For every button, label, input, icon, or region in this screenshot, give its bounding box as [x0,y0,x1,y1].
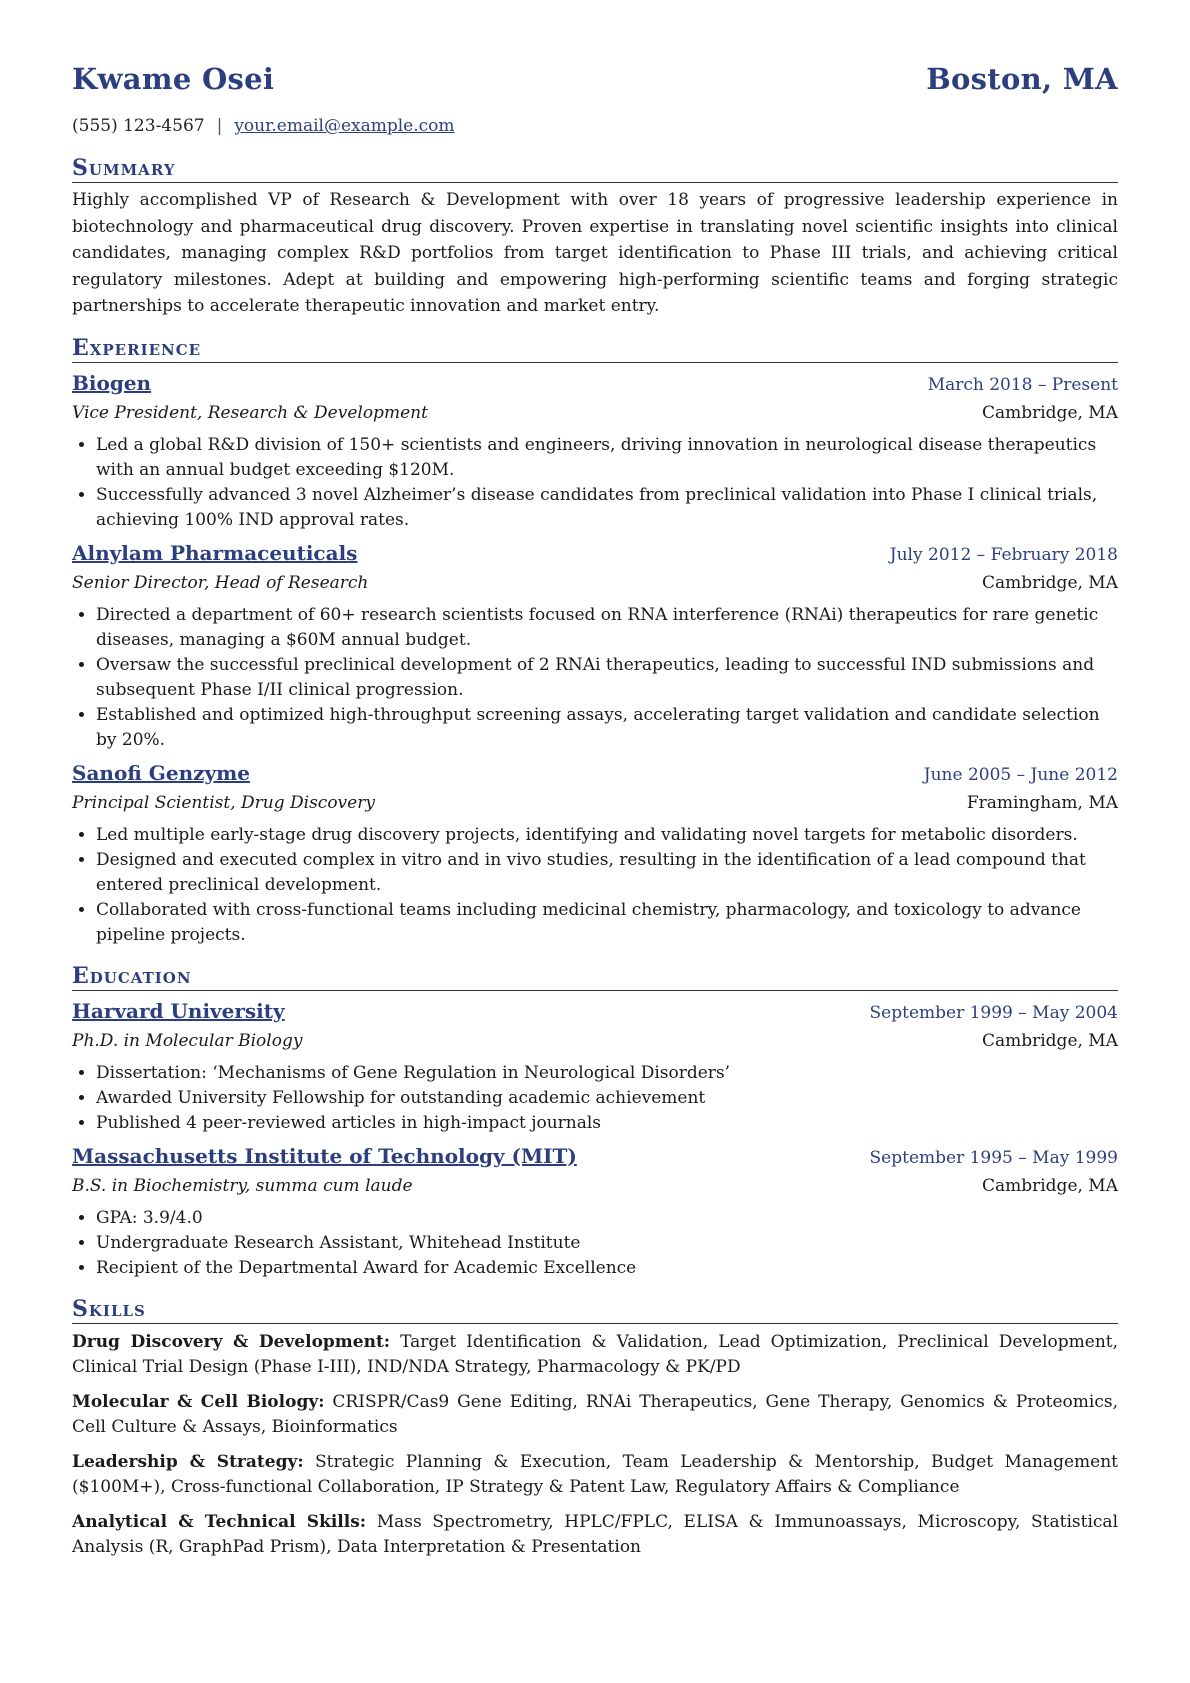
entry-bullets [72,823,1118,948]
skill-items: Mass Spectrometry, HPLC/FPLC, ELISA & Immunoassays, Microscopy, Statistical Analysis (R, GraphPad Prism), Data Interpretation & Presentation [72,1511,1119,1557]
entry-header-row [72,1142,1118,1172]
skill-row [72,1450,1118,1500]
candidate-location: Boston, MA [926,62,1118,96]
skills-list [72,1330,1118,1560]
bullet-item: • Designed and executed complex in vitro and in vivo studies, resulting in the identification of a lead compound that entered preclinical development. [96,848,1118,898]
bullet-item: • Recipient of the Departmental Award for Academic Excellence [96,1256,1118,1281]
entry-subheader-row [72,1172,1118,1200]
entry-role: Senior Director, Head of Research [72,572,369,593]
entry-dates: March 2018 – Present [927,374,1118,395]
experience-entry [72,759,1118,948]
bullet-item: • Successfully advanced 3 novel Alzheimer’s disease candidates from preclinical validation into Phase I clinical trials, achieving 100% IND approval rates. [96,483,1118,533]
resume-header [72,62,1118,106]
entry-header-row [72,759,1118,789]
bullet-item: • Oversaw the successful preclinical development of 2 RNAi therapeutics, leading to successful IND submissions and subsequent Phase I/II clinical progression. [96,653,1118,703]
education-entry [72,997,1118,1136]
candidate-name: Kwame Osei [72,62,275,96]
bullet-item: • Led multiple early-stage drug discovery projects, identifying and validating novel targets for metabolic disorders. [96,823,1118,848]
organization-link[interactable]: Harvard University [72,998,285,1023]
organization-link[interactable]: Sanofi Genzyme [72,760,250,785]
bullet-item: • Established and optimized high-throughput screening assays, accelerating target validation and candidate selection by 20%. [96,703,1118,753]
entry-subheader-row [72,1027,1118,1055]
entry-subheader-row [72,569,1118,597]
email-link[interactable]: your.email@example.com [234,116,455,136]
entry-role: B.S. in Biochemistry, summa cum laude [72,1175,413,1196]
organization-link[interactable]: Massachusetts Institute of Technology (MIT) [72,1143,577,1168]
entry-location: Cambridge, MA [981,1030,1118,1051]
contact-line [72,112,1118,140]
entry-location: Cambridge, MA [981,402,1118,423]
experience-list [72,369,1118,948]
education-entry [72,1142,1118,1281]
experience-entry [72,539,1118,753]
entry-bullets [72,603,1118,753]
bullet-item: • GPA: 3.9/4.0 [96,1206,1118,1231]
skills-heading: Skills [72,1295,1118,1324]
organization-link[interactable]: Biogen [72,370,152,395]
education-list [72,997,1118,1281]
skill-row [72,1510,1118,1560]
entry-dates: June 2005 – June 2012 [923,764,1118,785]
entry-dates: September 1999 – May 2004 [869,1002,1118,1023]
entry-header-row [72,997,1118,1027]
skill-row [72,1330,1118,1380]
entry-role: Ph.D. in Molecular Biology [72,1030,303,1051]
summary-text: Highly accomplished VP of Research & Development with over 18 years of progressive leadership experience in biotechnology and pharmaceutical drug discovery. Proven expertise in translating novel scientific insights into clinical candidates, managing complex R&D portfolios from target identification to Phase III trials, and achieving critical regulatory milestones. Adept at building and empowering high-performing scientific teams and forging strategic partnerships to accelerate therapeutic innovation and market entry. [72,190,1118,316]
entry-dates: September 1995 – May 1999 [869,1147,1118,1168]
entry-header-row [72,369,1118,399]
bullet-item: • Directed a department of 60+ research scientists focused on RNA interference (RNAi) therapeutics for rare genetic diseases, managing a $60M annual budget. [96,603,1118,653]
organization-link[interactable]: Alnylam Pharmaceuticals [72,540,358,565]
bullet-item: • Undergraduate Research Assistant, Whitehead Institute [96,1231,1118,1256]
bullet-item: • Collaborated with cross-functional teams including medicinal chemistry, pharmacology, and toxicology to advance pipeline projects. [96,898,1118,948]
entry-subheader-row [72,789,1118,817]
entry-bullets [72,433,1118,533]
experience-entry [72,369,1118,533]
contact-separator: | [216,116,223,136]
education-heading: Education [72,962,1118,991]
entry-role: Principal Scientist, Drug Discovery [72,792,375,813]
entry-role: Vice President, Research & Development [72,402,428,423]
skill-row [72,1390,1118,1440]
entry-location: Framingham, MA [966,792,1118,813]
entry-header-row [72,539,1118,569]
phone-number: (555) 123-4567 [72,116,205,136]
skill-items: Target Identification & Validation, Lead Optimization, Preclinical Development, Clinical Trial Design (Phase I-III), IND/NDA Strategy, Pharmacology & PK/PD [72,1331,1119,1377]
summary-heading: Summary [72,154,1118,183]
skill-items: Strategic Planning & Execution, Team Leadership & Mentorship, Budget Management ($100M+), Cross-functional Collaboration, IP Strategy & Patent Law, Regulatory Affairs & Compliance [72,1451,1118,1497]
bullet-item: • Awarded University Fellowship for outstanding academic achievement [96,1086,1118,1111]
entry-bullets [72,1061,1118,1136]
bullet-item: • Published 4 peer-reviewed articles in high-impact journals [96,1111,1118,1136]
bullet-item: • Led a global R&D division of 150+ scientists and engineers, driving innovation in neurological disease therapeutics with an annual budget exceeding $120M. [96,433,1118,483]
skill-items: CRISPR/Cas9 Gene Editing, RNAi Therapeutics, Gene Therapy, Genomics & Proteomics, Cell Culture & Assays, Bioinformatics [72,1391,1118,1437]
entry-dates: July 2012 – February 2018 [889,544,1118,565]
entry-location: Cambridge, MA [981,572,1118,593]
skill-category: Analytical & Technical Skills: [72,1511,367,1532]
skill-category: Drug Discovery & Development: [72,1331,391,1352]
bullet-item: • Dissertation: ‘Mechanisms of Gene Regulation in Neurological Disorders’ [96,1061,1118,1086]
entry-bullets [72,1206,1118,1281]
entry-location: Cambridge, MA [981,1175,1118,1196]
skill-category: Molecular & Cell Biology: [72,1391,325,1412]
skill-category: Leadership & Strategy: [72,1451,304,1472]
experience-heading: Experience [72,334,1118,363]
entry-subheader-row [72,399,1118,427]
